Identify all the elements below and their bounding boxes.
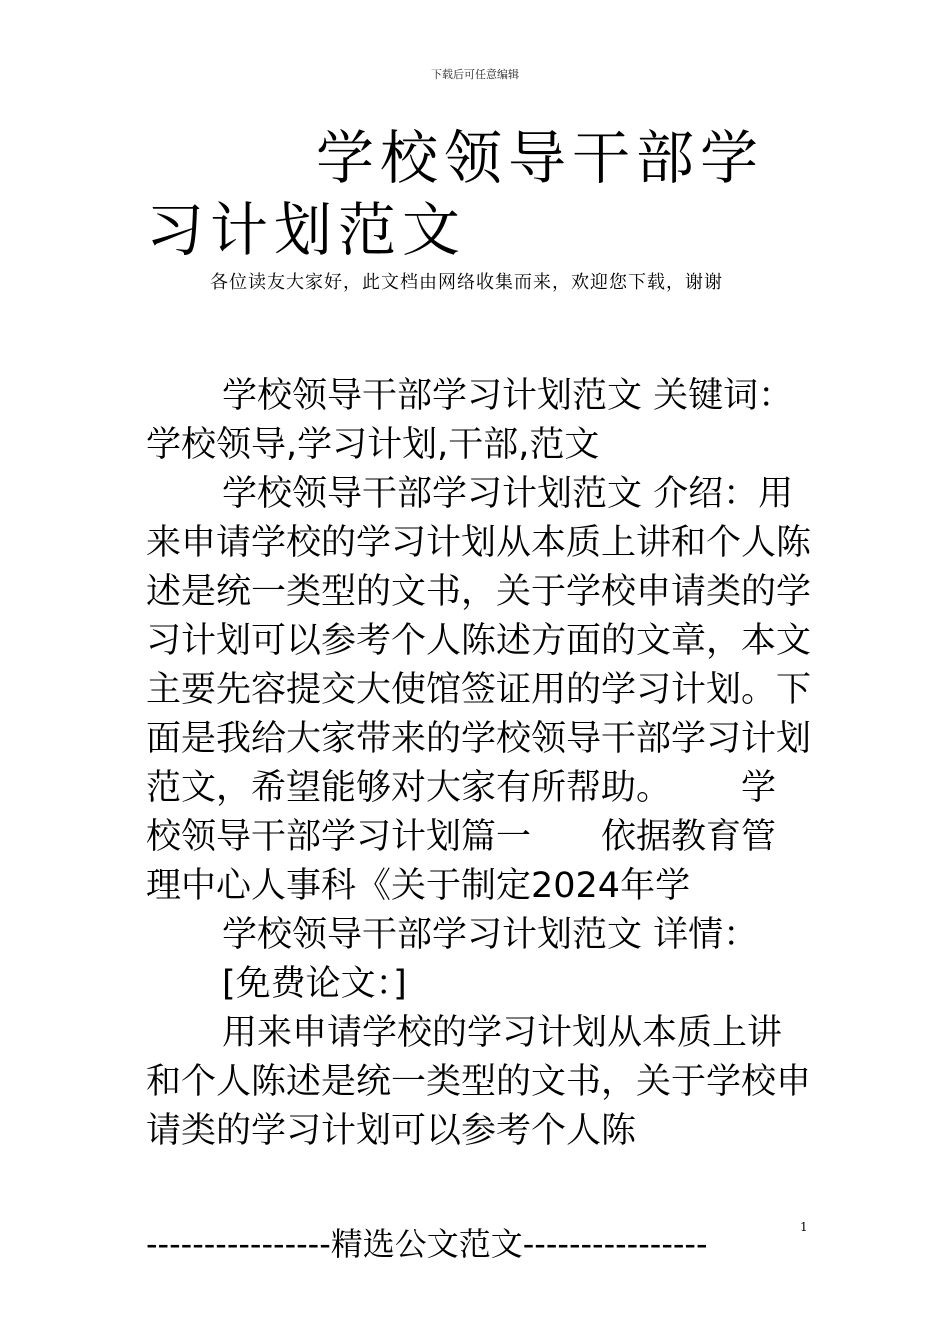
body-paragraph: 用来申请学校的学习计划从本质上讲和个人陈述是统一类型的文书，关于学校申请类的学习计划可以参考个人陈 — [146, 1013, 812, 1151]
section-heading: 学校领导干部学习计划篇一 — [146, 768, 777, 857]
summary-text: 学校领导干部学习计划范文 介绍：用来申请学校的学习计划从本质上讲和个人陈述是统一类型的文书，关于学校申请类的学习计划可以参考个人陈述方面的文章，本文主要先容提交大使馆签证用的学习计划。下面是我给大家带来的学校领导干部学习计划范文，希望能够对大家有所帮助。 — [146, 474, 812, 808]
intro-text: 各位读友大家好，此文档由网络收集而来，欢迎您下载，谢谢 — [210, 272, 723, 293]
page-number: 1 — [800, 1220, 808, 1234]
details-paragraph: 学校领导干部学习计划范文 详情： — [222, 915, 759, 955]
document-body — [146, 372, 811, 1156]
summary-paragraph — [146, 470, 811, 911]
keywords-paragraph: 学校领导干部学习计划范文 关键词：学校领导,学习计划,干部,范文 — [146, 376, 794, 465]
footer-banner: ----------------精选公文范文---------------- — [146, 1225, 708, 1263]
document-title: 学校领导干部学习计划范文 — [146, 124, 765, 264]
free-label: [免费论文：] — [222, 964, 407, 1004]
header-note: 下载后可任意编辑 — [431, 68, 519, 81]
summary-continuation: 依据教育管理中心人事科《关于制定2024年学 — [146, 817, 777, 906]
